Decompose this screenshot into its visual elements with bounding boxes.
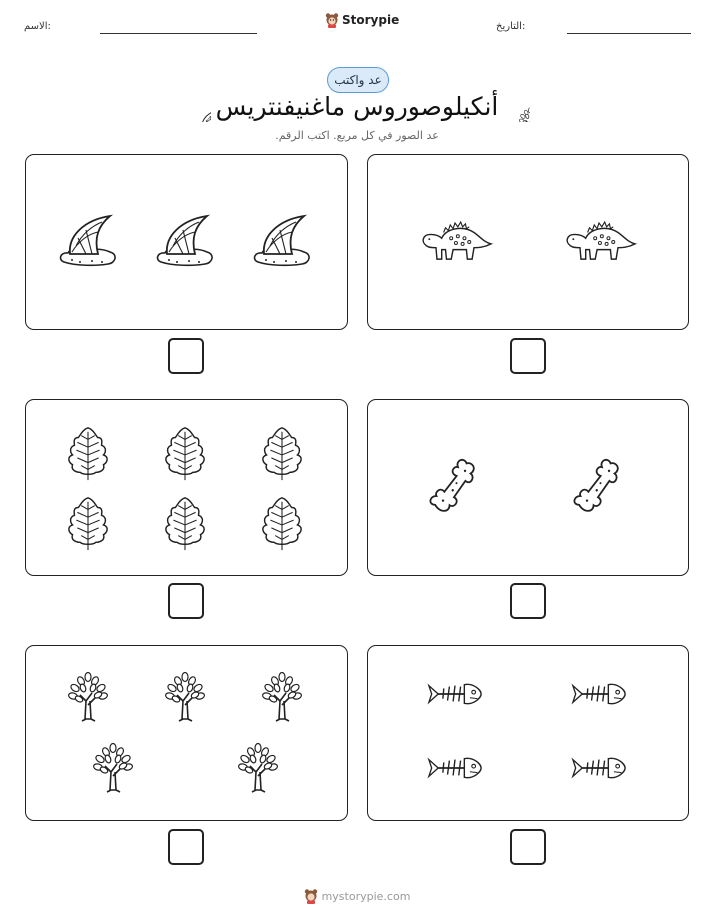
- fish-skeleton-icon: [571, 679, 627, 709]
- dinosaur-icon: [417, 217, 493, 267]
- activity-badge: عد واكتب: [327, 67, 389, 93]
- footer-mascot-icon: [304, 888, 318, 904]
- leaf-icon: [260, 494, 304, 552]
- answer-box-dinosaurs[interactable]: [510, 338, 546, 374]
- bone-icon: [569, 452, 629, 522]
- bone-icon: [425, 452, 485, 522]
- page-title: أنكيلوصوروس ماغنيفنتريس: [215, 92, 499, 121]
- claw-icon: [155, 212, 215, 272]
- fish-skeleton-icon: [427, 679, 483, 709]
- count-panel-dinosaurs: [367, 154, 689, 330]
- instructions: عد الصور في كل مربع. اكتب الرقم.: [275, 129, 439, 142]
- leaf-icon: [163, 424, 207, 482]
- date-line[interactable]: [567, 33, 691, 34]
- answer-box-claws[interactable]: [168, 338, 204, 374]
- tree-icon: [236, 741, 280, 795]
- answer-box-trees[interactable]: [168, 829, 204, 865]
- brand-name: Storypie: [342, 13, 400, 27]
- claw-icon: [58, 212, 118, 272]
- fish-skeleton-icon: [427, 753, 483, 783]
- storypie-mascot-icon: [325, 12, 339, 28]
- footer-url: mystorypie.com: [321, 889, 411, 903]
- brand-logo: [325, 12, 399, 28]
- name-label: الاسم:: [24, 21, 51, 32]
- count-panel-fish: [367, 645, 689, 821]
- footer: [0, 888, 714, 904]
- leaf-icon: [66, 494, 110, 552]
- leaf-icon: [66, 424, 110, 482]
- tree-icon: [163, 670, 207, 724]
- answer-box-bones[interactable]: [510, 583, 546, 619]
- count-panel-bones: [367, 399, 689, 576]
- dinosaur-icon: [561, 217, 637, 267]
- tree-icon: [91, 741, 135, 795]
- name-line[interactable]: [100, 33, 257, 34]
- fish-skeleton-icon: [571, 753, 627, 783]
- leaf-icon: [163, 494, 207, 552]
- tree-icon: [66, 670, 110, 724]
- leaf-icon: [260, 424, 304, 482]
- answer-box-leaves[interactable]: [168, 583, 204, 619]
- tree-icon: [260, 670, 304, 724]
- date-label: التاريخ:: [496, 21, 526, 32]
- answer-box-fish[interactable]: [510, 829, 546, 865]
- claw-icon: [252, 212, 312, 272]
